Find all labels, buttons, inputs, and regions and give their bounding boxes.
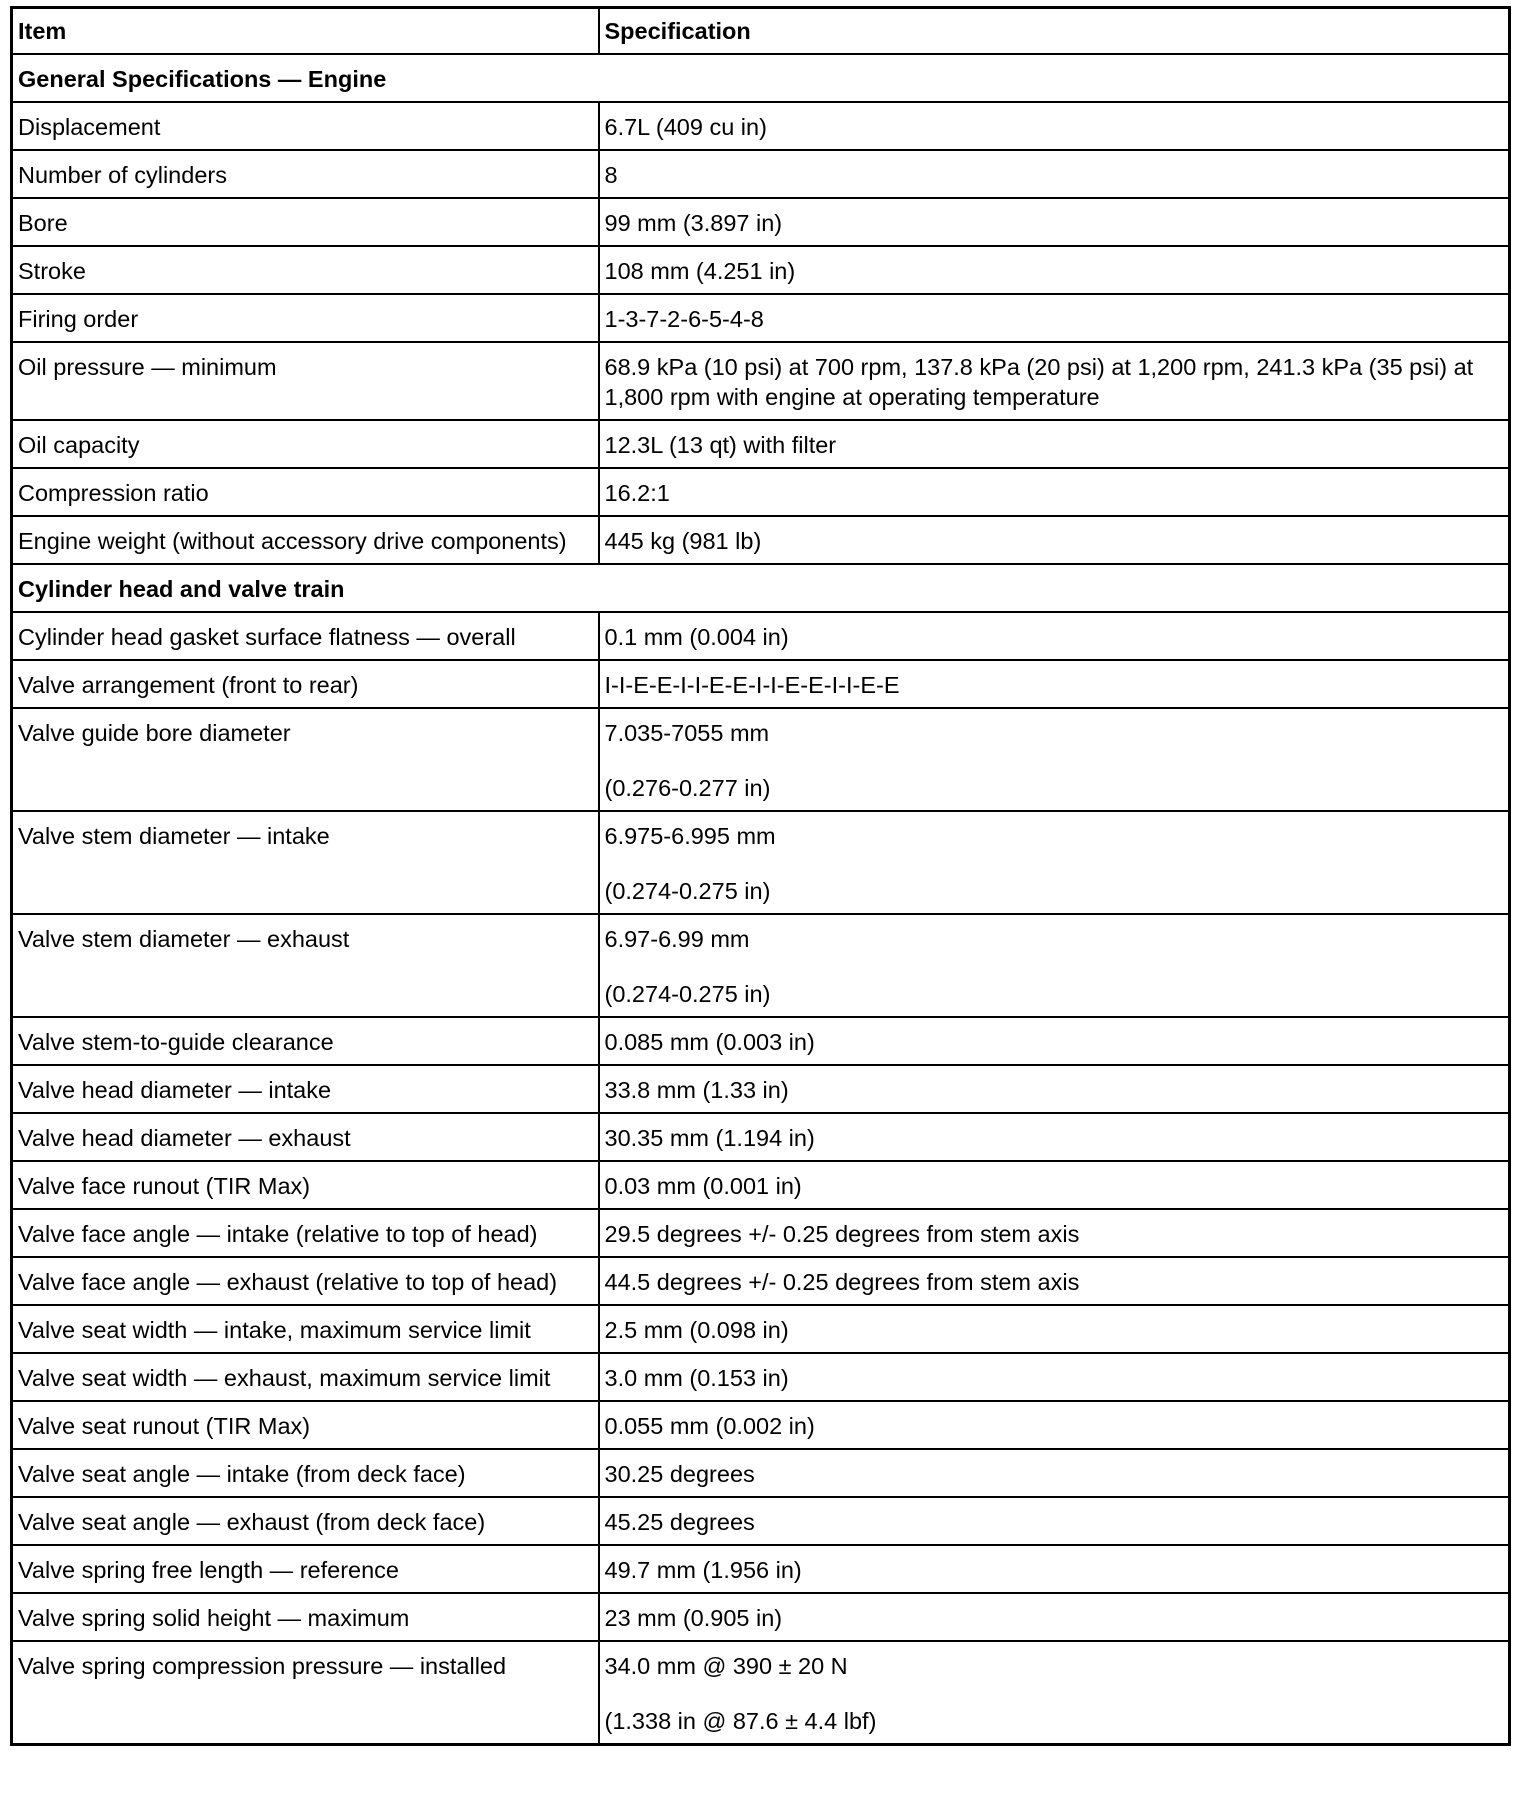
spec-value: 30.25 degrees <box>604 1461 755 1487</box>
item-cell: Bore <box>12 198 599 246</box>
section-title: General Specifications — Engine <box>12 54 1510 102</box>
spec-cell <box>599 1113 1510 1161</box>
spec-cell <box>599 1209 1510 1257</box>
item-cell: Valve arrangement (front to rear) <box>12 660 599 708</box>
item-cell: Valve spring solid height — maximum <box>12 1593 599 1641</box>
spec-cell <box>599 516 1510 564</box>
spec-value: 29.5 degrees +/- 0.25 degrees from stem axis <box>604 1221 1080 1247</box>
spec-value: 44.5 degrees +/- 0.25 degrees from stem axis <box>604 1269 1080 1295</box>
spec-cell <box>599 811 1510 914</box>
table-row <box>12 468 1510 516</box>
item-cell: Valve seat width — exhaust, maximum service limit <box>12 1353 599 1401</box>
item-cell: Valve stem diameter — intake <box>12 811 599 914</box>
spec-cell <box>599 1545 1510 1593</box>
item-cell: Valve head diameter — exhaust <box>12 1113 599 1161</box>
table-row <box>12 1113 1510 1161</box>
item-cell: Valve stem diameter — exhaust <box>12 914 599 1017</box>
item-cell: Valve seat angle — intake (from deck face) <box>12 1449 599 1497</box>
item-cell: Valve seat width — intake, maximum service limit <box>12 1305 599 1353</box>
item-cell: Valve spring compression pressure — installed <box>12 1641 599 1745</box>
spec-value: 7.035-7055 mm <box>604 720 770 746</box>
spec-value: 30.35 mm (1.194 in) <box>604 1125 815 1151</box>
item-cell: Firing order <box>12 294 599 342</box>
spec-cell <box>599 612 1510 660</box>
spec-value: 2.5 mm (0.098 in) <box>604 1317 789 1343</box>
table-row <box>12 516 1510 564</box>
spec-cell <box>599 1017 1510 1065</box>
spec-cell <box>599 1257 1510 1305</box>
spec-value: 23 mm (0.905 in) <box>604 1605 783 1631</box>
table-row <box>12 150 1510 198</box>
spec-cell <box>599 914 1510 1017</box>
spec-cell <box>599 102 1510 150</box>
spec-cell <box>599 150 1510 198</box>
item-cell: Stroke <box>12 246 599 294</box>
spec-value: 49.7 mm (1.956 in) <box>604 1557 802 1583</box>
table-row <box>12 1353 1510 1401</box>
spec-value-secondary: (0.274-0.275 in) <box>604 981 771 1007</box>
header-item: Item <box>12 8 599 55</box>
table-row <box>12 1545 1510 1593</box>
table-row <box>12 811 1510 914</box>
table-row <box>12 708 1510 811</box>
spec-value: 445 kg (981 lb) <box>604 528 762 554</box>
section-row <box>12 564 1510 612</box>
spec-value: 0.03 mm (0.001 in) <box>604 1173 802 1199</box>
spec-cell <box>599 1641 1510 1745</box>
spec-value: 108 mm (4.251 in) <box>604 258 796 284</box>
spec-value: 45.25 degrees <box>604 1509 755 1535</box>
spec-cell <box>599 660 1510 708</box>
table-row <box>12 1161 1510 1209</box>
item-cell: Compression ratio <box>12 468 599 516</box>
spec-value-secondary: (0.274-0.275 in) <box>604 878 771 904</box>
table-row <box>12 1497 1510 1545</box>
section-title: Cylinder head and valve train <box>12 564 1510 612</box>
item-cell: Valve face runout (TIR Max) <box>12 1161 599 1209</box>
spec-value: 0.1 mm (0.004 in) <box>604 624 789 650</box>
spec-cell <box>599 1593 1510 1641</box>
spec-cell <box>599 1497 1510 1545</box>
table-row <box>12 660 1510 708</box>
item-cell: Valve seat runout (TIR Max) <box>12 1401 599 1449</box>
spec-cell <box>599 1065 1510 1113</box>
header-specification: Specification <box>599 8 1510 55</box>
spec-value: 1-3-7-2-6-5-4-8 <box>604 306 764 332</box>
table-row <box>12 1449 1510 1497</box>
spec-value: 3.0 mm (0.153 in) <box>604 1365 789 1391</box>
item-cell: Valve face angle — exhaust (relative to top of head) <box>12 1257 599 1305</box>
spec-cell <box>599 708 1510 811</box>
spec-cell <box>599 342 1510 420</box>
table-row <box>12 102 1510 150</box>
spec-value: 6.97-6.99 mm <box>604 926 750 952</box>
spec-value: 68.9 kPa (10 psi) at 700 rpm, 137.8 kPa (20 psi) at 1,200 rpm, 241.3 kPa (35 psi) at 1,800 rpm with engine at operating temperature <box>604 354 1474 410</box>
item-cell: Cylinder head gasket surface flatness — overall <box>12 612 599 660</box>
table-row <box>12 1593 1510 1641</box>
spec-cell <box>599 198 1510 246</box>
spec-value-secondary: (0.276-0.277 in) <box>604 775 771 801</box>
item-cell: Displacement <box>12 102 599 150</box>
spec-value: 6.975-6.995 mm <box>604 823 776 849</box>
table-row <box>12 1305 1510 1353</box>
spec-cell <box>599 1305 1510 1353</box>
spec-table <box>10 6 1511 1746</box>
table-row <box>12 612 1510 660</box>
table-row <box>12 420 1510 468</box>
spec-value: 0.055 mm (0.002 in) <box>604 1413 815 1439</box>
spec-value: 6.7L (409 cu in) <box>604 114 767 140</box>
item-cell: Valve guide bore diameter <box>12 708 599 811</box>
table-row <box>12 294 1510 342</box>
spec-value: 33.8 mm (1.33 in) <box>604 1077 789 1103</box>
header-row <box>12 8 1510 55</box>
spec-value: 0.085 mm (0.003 in) <box>604 1029 815 1055</box>
table-row <box>12 342 1510 420</box>
spec-cell <box>599 1161 1510 1209</box>
table-row <box>12 198 1510 246</box>
item-cell: Valve stem-to-guide clearance <box>12 1017 599 1065</box>
spec-value: 16.2:1 <box>604 480 670 506</box>
table-row <box>12 1401 1510 1449</box>
spec-value: 34.0 mm @ 390 ± 20 N <box>604 1653 848 1679</box>
spec-cell <box>599 246 1510 294</box>
spec-cell <box>599 1353 1510 1401</box>
item-cell: Number of cylinders <box>12 150 599 198</box>
spec-value: I-I-E-E-I-I-E-E-I-I-E-E-I-I-E-E <box>604 672 900 698</box>
table-row <box>12 246 1510 294</box>
spec-value: 8 <box>604 162 618 188</box>
table-row <box>12 1257 1510 1305</box>
spec-cell <box>599 1449 1510 1497</box>
item-cell: Valve face angle — intake (relative to top of head) <box>12 1209 599 1257</box>
item-cell: Oil pressure — minimum <box>12 342 599 420</box>
spec-cell <box>599 420 1510 468</box>
table-row <box>12 1641 1510 1745</box>
item-cell: Engine weight (without accessory drive components) <box>12 516 599 564</box>
item-cell: Valve spring free length — reference <box>12 1545 599 1593</box>
item-cell: Valve head diameter — intake <box>12 1065 599 1113</box>
table-row <box>12 1017 1510 1065</box>
item-cell: Oil capacity <box>12 420 599 468</box>
table-row <box>12 1065 1510 1113</box>
spec-cell <box>599 1401 1510 1449</box>
spec-body <box>12 54 1510 1745</box>
item-cell: Valve seat angle — exhaust (from deck face) <box>12 1497 599 1545</box>
table-row <box>12 1209 1510 1257</box>
spec-value: 99 mm (3.897 in) <box>604 210 783 236</box>
spec-cell <box>599 294 1510 342</box>
section-row <box>12 54 1510 102</box>
spec-value-secondary: (1.338 in @ 87.6 ± 4.4 lbf) <box>604 1708 877 1734</box>
table-row <box>12 914 1510 1017</box>
spec-cell <box>599 468 1510 516</box>
spec-value: 12.3L (13 qt) with filter <box>604 432 837 458</box>
